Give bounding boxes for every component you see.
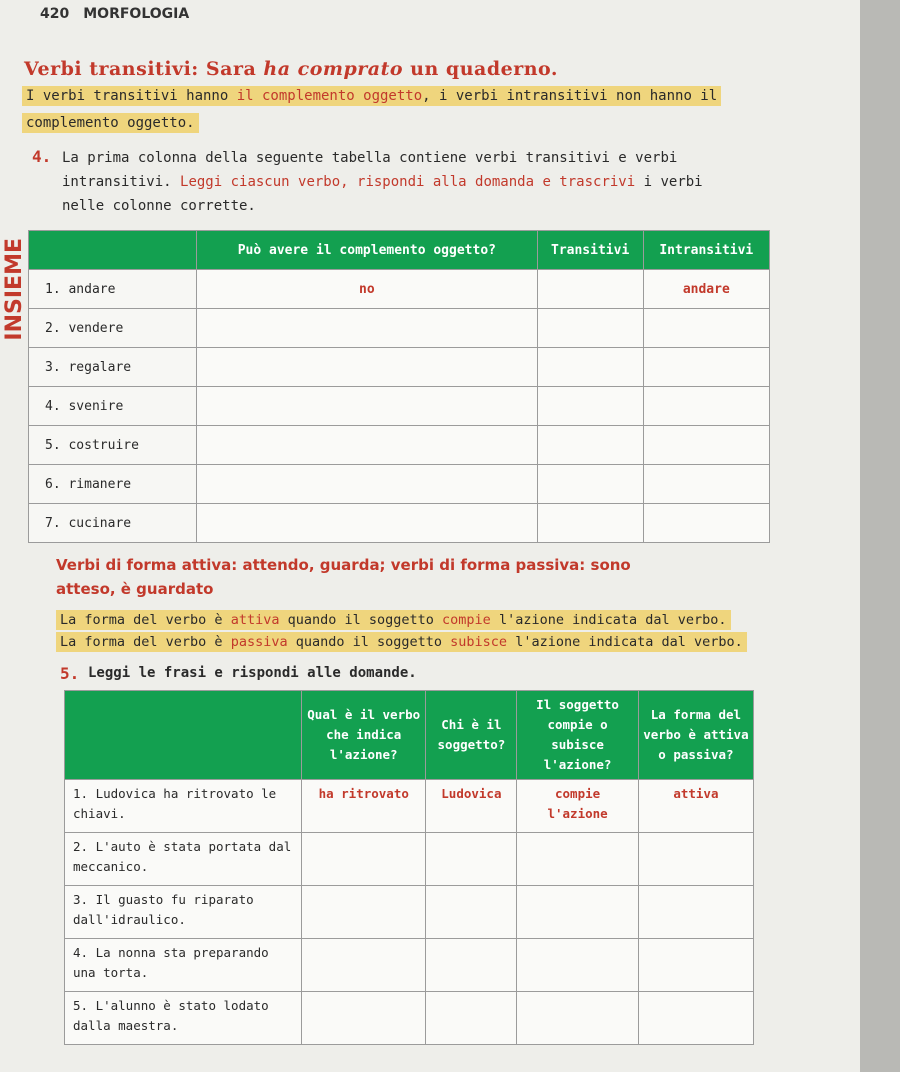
intransitivi-cell[interactable]: andare <box>643 270 769 309</box>
section1-title: Verbi transitivi: Sara ha comprato un quaderno. <box>24 58 558 80</box>
forma-cell[interactable] <box>638 992 753 1045</box>
verb-cell: 6. rimanere <box>29 465 197 504</box>
sentences-table <box>64 690 754 1045</box>
compie-cell[interactable] <box>517 939 639 992</box>
sentence-cell: 3. Il guasto fu riparato dall'idraulico. <box>65 886 302 939</box>
forma-cell[interactable] <box>638 939 753 992</box>
soggetto-cell[interactable] <box>426 939 517 992</box>
verb-cell: 4. svenire <box>29 387 197 426</box>
soggetto-cell[interactable] <box>426 992 517 1045</box>
answer-cell[interactable] <box>197 348 538 387</box>
answer-cell[interactable] <box>197 504 538 543</box>
soggetto-cell[interactable] <box>426 886 517 939</box>
rule-strip-attiva: La forma del verbo è attiva quando il soggetto compie l'azione indicata dal verbo. <box>56 610 731 630</box>
sentence-cell: 2. L'auto è stata portata dal meccanico. <box>65 833 302 886</box>
header-compie: Il soggetto compie o subisce l'azione? <box>517 691 639 780</box>
intransitivi-cell[interactable] <box>643 309 769 348</box>
sentence-cell: 5. L'alunno è stato lodato dalla maestra. <box>65 992 302 1045</box>
verbs-table-header <box>29 231 770 270</box>
exercise4-instruction: La prima colonna della seguente tabella contiene verbi transitivi e verbi intransitivi. Leggi ciascun verbo, rispondi alla domanda e trascrivi i verbi nelle colonne corrette. <box>62 150 703 214</box>
header-transitivi: Transitivi <box>537 231 643 270</box>
section2-title: Verbi di forma attiva: attendo, guarda; verbi di forma passiva: sono atteso, è guardato <box>56 556 631 598</box>
rule-line-1: I verbi transitivi hanno il complemento oggetto, i verbi intransitivi non hanno il <box>22 86 721 106</box>
exercise5-number: 5. <box>60 664 80 683</box>
transitivi-cell[interactable] <box>537 348 643 387</box>
transitivi-cell[interactable] <box>537 426 643 465</box>
table-row <box>65 833 754 886</box>
soggetto-cell[interactable] <box>426 833 517 886</box>
transitivi-cell[interactable] <box>537 270 643 309</box>
transitivi-cell[interactable] <box>537 309 643 348</box>
verb-cell: 1. andare <box>29 270 197 309</box>
table-row <box>29 387 770 426</box>
transitivi-cell[interactable] <box>537 387 643 426</box>
header-forma: La forma del verbo è attiva o passiva? <box>638 691 753 780</box>
verbo-cell[interactable] <box>302 939 426 992</box>
soggetto-cell[interactable]: Ludovica <box>426 780 517 833</box>
answer-cell[interactable] <box>197 387 538 426</box>
table-row <box>29 426 770 465</box>
transitivi-cell[interactable] <box>537 504 643 543</box>
forma-cell[interactable] <box>638 833 753 886</box>
sentences-table-header <box>65 691 754 780</box>
forma-cell[interactable] <box>638 886 753 939</box>
exercise5-instruction: Leggi le frasi e rispondi alle domande. <box>88 665 417 681</box>
header-empty <box>29 231 197 270</box>
sentence-cell: 1. Ludovica ha ritrovato le chiavi. <box>65 780 302 833</box>
verbo-cell[interactable] <box>302 992 426 1045</box>
compie-cell[interactable] <box>517 992 639 1045</box>
verb-cell: 5. costruire <box>29 426 197 465</box>
answer-cell[interactable] <box>197 426 538 465</box>
answer-cell[interactable] <box>197 309 538 348</box>
sentence-cell: 4. La nonna sta preparando una torta. <box>65 939 302 992</box>
verbo-cell[interactable] <box>302 833 426 886</box>
compie-cell[interactable]: compie l'azione <box>517 780 639 833</box>
answer-cell[interactable]: no <box>197 270 538 309</box>
intransitivi-cell[interactable] <box>643 426 769 465</box>
intransitivi-cell[interactable] <box>643 348 769 387</box>
table-row <box>29 348 770 387</box>
transitivi-cell[interactable] <box>537 465 643 504</box>
table-row <box>29 465 770 504</box>
verb-cell: 7. cucinare <box>29 504 197 543</box>
header-empty <box>65 691 302 780</box>
table-row <box>65 780 754 833</box>
sidebar-word: INSIEME <box>2 238 27 341</box>
exercise4-number: 4. <box>32 147 52 166</box>
rule-line-2: complemento oggetto. <box>22 113 199 133</box>
page-header <box>40 6 189 22</box>
table-row <box>29 270 770 309</box>
verb-cell: 2. vendere <box>29 309 197 348</box>
section-name: MORFOLOGIA <box>83 6 190 22</box>
table-row <box>29 504 770 543</box>
answer-cell[interactable] <box>197 465 538 504</box>
compie-cell[interactable] <box>517 833 639 886</box>
header-soggetto: Chi è il soggetto? <box>426 691 517 780</box>
verb-cell: 3. regalare <box>29 348 197 387</box>
table-row <box>65 886 754 939</box>
verbo-cell[interactable] <box>302 886 426 939</box>
compie-cell[interactable] <box>517 886 639 939</box>
table-row <box>65 939 754 992</box>
verbo-cell[interactable]: ha ritrovato <box>302 780 426 833</box>
rule-strip-passiva: La forma del verbo è passiva quando il soggetto subisce l'azione indicata dal verbo. <box>56 632 747 652</box>
header-verbo: Qual è il verbo che indica l'azione? <box>302 691 426 780</box>
header-question: Può avere il complemento oggetto? <box>197 231 538 270</box>
page-number: 420 <box>40 6 70 22</box>
verbs-table <box>28 230 770 543</box>
table-row <box>29 309 770 348</box>
header-intransitivi: Intransitivi <box>643 231 769 270</box>
forma-cell[interactable]: attiva <box>638 780 753 833</box>
intransitivi-cell[interactable] <box>643 504 769 543</box>
intransitivi-cell[interactable] <box>643 387 769 426</box>
intransitivi-cell[interactable] <box>643 465 769 504</box>
table-row <box>65 992 754 1045</box>
